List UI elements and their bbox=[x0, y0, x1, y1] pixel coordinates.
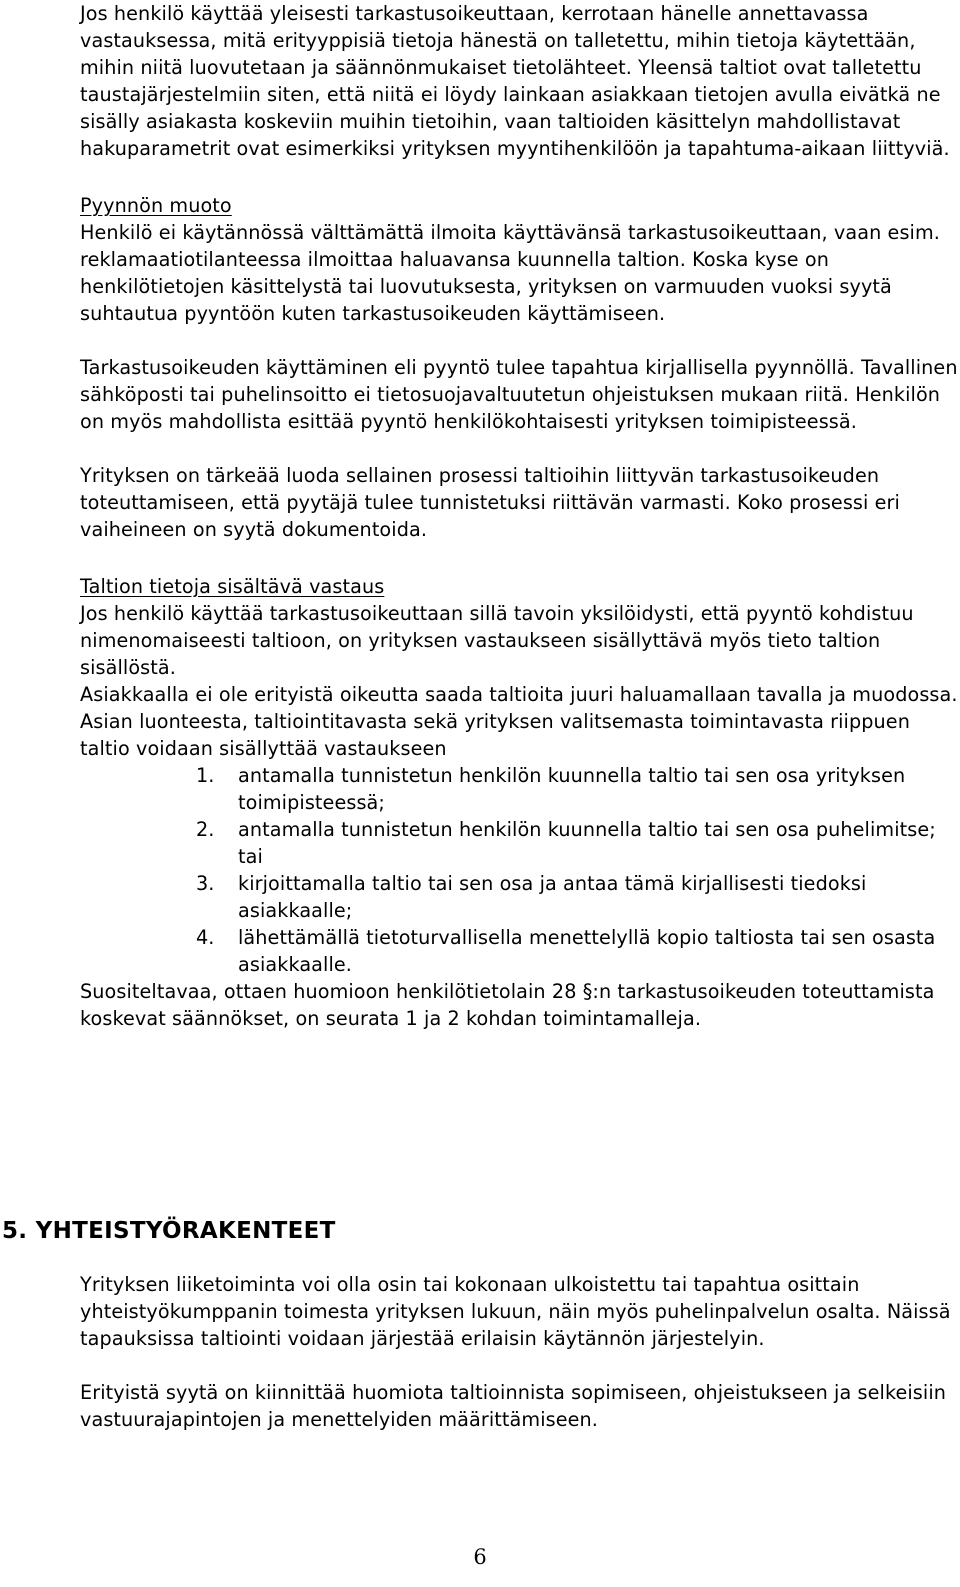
list-item bbox=[80, 870, 960, 924]
list-item-text: antamalla tunnistetun henkilön kuunnella taltio tai sen osa yrityksen toimipisteessä; bbox=[238, 764, 906, 814]
intro-paragraph: Jos henkilö käyttää yleisesti tarkastusoikeuttaan, kerrotaan hänelle annettavassa vastauksessa, mitä erityyppisiä tietoja hänestä on talletettu, mihin tietoja käytettään, mihin niitä luovutetaan ja säännönmukaiset tietolähteet. Yleensä taltiot ovat talletettu taustajärjestelmiin siten, että niitä ei löydy lainkaan asiakkaan tietojen avulla eivätkä ne sisälly asiakasta koskeviin muihin tietoihin, vaan taltioiden käsittelyn mahdollistavat hakuparametrit ovat esimerkiksi yrityksen myyntihenkilöön ja tapahtuma-aikaan liittyviä. bbox=[80, 2, 950, 160]
response-heading: Taltion tietoja sisältävä vastaus bbox=[80, 575, 385, 598]
request-form-paragraph-1: Henkilö ei käytännössä välttämättä ilmoita käyttävänsä tarkastusoikeuttaan, vaan esim. reklamaatiotilanteessa ilmoittaa haluavansa kuunnella taltion. Koska kyse on henkilötietojen käsittelystä tai luovutuksesta, yrityksen on varmuuden vuoksi syytä suhtautua pyyntöön kuten tarkastusoikeuden käyttämiseen. bbox=[80, 221, 940, 325]
list-item bbox=[80, 816, 960, 870]
response-paragraph-3: Suositeltavaa, ottaen huomioon henkilötietolain 28 §:n tarkastusoikeuden toteuttamista koskevat säännökset, on seurata 1 ja 2 kohdan toimintamalleja. bbox=[80, 980, 935, 1030]
request-form-heading: Pyynnön muoto bbox=[80, 194, 232, 217]
request-form-paragraph-3: Yrityksen on tärkeää luoda sellainen prosessi taltioihin liittyvän tarkastusoikeuden toteuttamiseen, että pyytäjä tulee tunnistetuksi riittävän varmasti. Koko prosessi eri vaiheineen on syytä dokumentoida. bbox=[80, 464, 900, 541]
list-item-text: kirjoittamalla taltio tai sen osa ja antaa tämä kirjallisesti tiedoksi asiakkaalle; bbox=[238, 872, 867, 922]
page-number: 6 bbox=[473, 1545, 487, 1569]
list-item-text: lähettämällä tietoturvallisella menettelyllä kopio taltiosta tai sen osasta asiakkaalle. bbox=[238, 926, 936, 976]
list-item-number: 3. bbox=[196, 872, 215, 895]
list-item-text: antamalla tunnistetun henkilön kuunnella taltio tai sen osa puhelimitse; tai bbox=[238, 818, 936, 868]
list-item bbox=[80, 762, 960, 816]
response-paragraph-1: Jos henkilö käyttää tarkastusoikeuttaan sillä tavoin yksilöidysti, että pyyntö kohdistuu nimenomaiseesti taltioon, on yrityksen vastaukseen sisällyttävä myös tieto taltion sisällöstä. bbox=[80, 602, 914, 679]
section-5-body bbox=[80, 1271, 960, 1433]
request-form-paragraph-2: Tarkastusoikeuden käyttäminen eli pyyntö tulee tapahtua kirjallisella pyynnöllä. Tavallinen sähköposti tai puhelinsoitto ei tietosuojavaltuutetun ohjeistuksen mukaan riitä. Henkilön on myös mahdollista esittää pyyntö henkilökohtaisesti yrityksen toimipisteessä. bbox=[80, 356, 958, 433]
section-5-paragraph-2: Erityistä syytä on kiinnittää huomiota taltioinnista sopimiseen, ohjeistukseen ja selkeisiin vastuurajapintojen ja menettelyiden määrittämiseen. bbox=[80, 1381, 947, 1431]
list-item-number: 1. bbox=[196, 764, 215, 787]
section-5-heading: 5. YHTEISTYÖRAKENTEET bbox=[2, 1218, 336, 1244]
list-item bbox=[80, 924, 960, 978]
response-options-list bbox=[80, 762, 960, 978]
section-5-paragraph-1: Yrityksen liiketoiminta voi olla osin tai kokonaan ulkoistettu tai tapahtua osittain yhteistyökumppanin toimesta yrityksen lukuun, näin myös puhelinpalvelun osalta. Näissä tapauksissa taltiointi voidaan järjestää erilaisin käytännön järjestelyin. bbox=[80, 1273, 951, 1350]
document-body bbox=[80, 0, 960, 1032]
list-item-number: 2. bbox=[196, 818, 215, 841]
list-item-number: 4. bbox=[196, 926, 215, 949]
response-paragraph-2: Asiakkaalla ei ole erityistä oikeutta saada taltioita juuri haluamallaan tavalla ja muodossa. Asian luonteesta, taltiointitavasta sekä yrityksen valitsemasta toimintavasta riippuen taltio voidaan sisällyttää vastaukseen bbox=[80, 683, 958, 760]
